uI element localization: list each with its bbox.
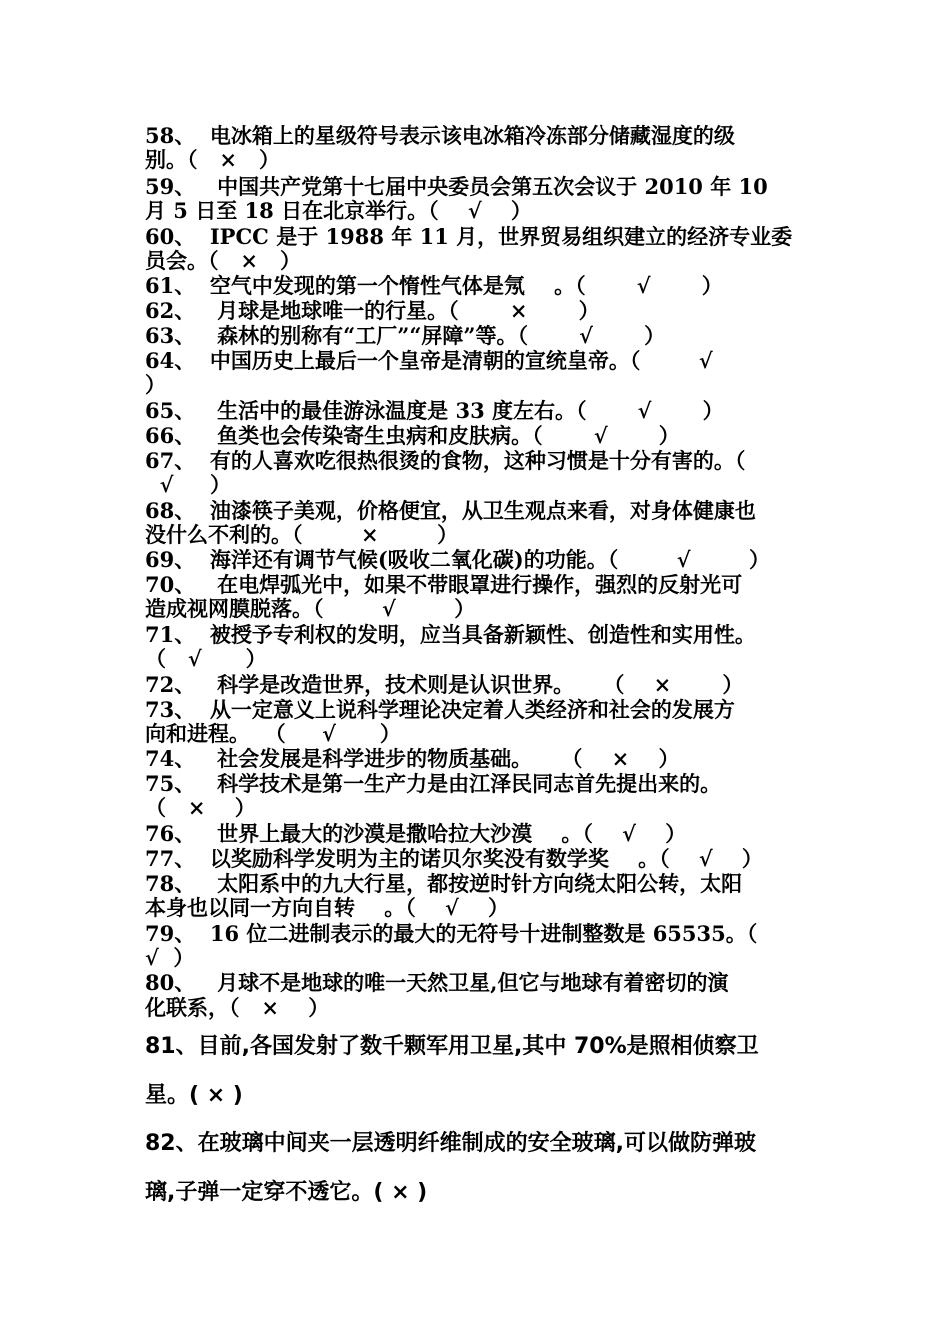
text-line: 61、 空气中发现的第一个惰性气体是氖 。（ √ ） xyxy=(145,273,723,298)
bold-text-line: 璃,子弹一定穿不透它。( × ) xyxy=(145,1180,428,1205)
text-line: 73、 从一定意义上说科学理论决定着人类经济和社会的发展方 xyxy=(145,697,735,722)
text-line: 58、 电冰箱上的星级符号表示该电冰箱冷冻部分储藏湿度的级 xyxy=(145,123,735,148)
text-line: √ ） xyxy=(145,945,195,970)
text-line: 别。（ × ） xyxy=(145,147,280,172)
bold-text-line: 82、在玻璃中间夹一层透明纤维制成的安全玻璃,可以做防弹玻 xyxy=(145,1131,756,1156)
text-line: 69、 海洋还有调节气候(吸收二氧化碳)的功能。（ √ ） xyxy=(145,547,770,572)
bold-text-line: 81、目前,各国发射了数千颗军用卫星,其中 70%是照相侦察卫 xyxy=(145,1034,759,1059)
text-line: 64、 中国历史上最后一个皇帝是清朝的宣统皇帝。（ √ xyxy=(145,348,713,373)
text-line: 77、 以奖励科学发明为主的诺贝尔奖没有数学奖 。（ √ ） xyxy=(145,846,763,871)
text-line: 62、 月球是地球唯一的行星。（ × ） xyxy=(145,298,600,323)
text-line: 75、 科学技术是第一生产力是由江泽民同志首先提出来的。 xyxy=(145,771,722,796)
text-line: 70、 在电焊弧光中，如果不带眼罩进行操作，强烈的反射光可 xyxy=(145,572,743,597)
text-line: 没什么不利的。（ × ） xyxy=(145,522,459,547)
text-line: （ × ） xyxy=(145,795,256,820)
text-line: 化联系，（ × ） xyxy=(145,995,330,1020)
text-line: 80、 月球不是地球的唯一天然卫星,但它与地球有着密切的演 xyxy=(145,970,729,995)
text-line: 本身也以同一方向自转 。（ √ ） xyxy=(145,895,510,920)
text-line: 71、 被授予专利权的发明，应当具备新颖性、创造性和实用性。 xyxy=(145,622,756,647)
text-line: 造成视网膜脱落。（ √ ） xyxy=(145,596,476,621)
text-line: 60、 IPCC 是于 1988 年 11 月，世界贸易组织建立的经济专业委 xyxy=(145,224,793,249)
bold-text-line: 星。( × ) xyxy=(145,1083,243,1108)
text-line: 74、 社会发展是科学进步的物质基础。 （ × ） xyxy=(145,746,680,771)
text-line: 员会。（ × ） xyxy=(145,248,301,273)
text-line: 68、 油漆筷子美观，价格便宜，从卫生观点来看，对身体健康也 xyxy=(145,498,756,523)
text-line: 72、 科学是改造世界，技术则是认识世界。 （ × ） xyxy=(145,672,744,697)
text-line: 65、 生活中的最佳游泳温度是 33 度左右。（ √ ） xyxy=(145,398,724,423)
text-line: √ ） xyxy=(145,472,231,497)
text-line: 78、 太阳系中的九大行星，都按逆时针方向绕太阳公转，太阳 xyxy=(145,871,743,896)
text-line: （ √ ） xyxy=(145,646,267,671)
text-line: 67、 有的人喜欢吃很热很烫的食物，这种习惯是十分有害的。（ xyxy=(145,448,746,473)
text-line: 76、 世界上最大的沙漠是撒哈拉大沙漠 。（ √ ） xyxy=(145,821,687,846)
text-line: 63、 森林的别称有“工厂”“屏障”等。（ √ ） xyxy=(145,323,666,348)
text-line: 月 5 日至 18 日在北京举行。（ √ ） xyxy=(145,198,532,223)
text-line: 59、 中国共产党第十七届中央委员会第五次会议于 2010 年 10 xyxy=(145,174,768,199)
text-line: ） xyxy=(145,372,166,397)
text-line: 向和进程。 （ √ ） xyxy=(145,721,401,746)
text-line: 79、 16 位二进制表示的最大的无符号十进制整数是 65535。（ xyxy=(145,921,758,946)
text-line: 66、 鱼类也会传染寄生虫病和皮肤病。（ √ ） xyxy=(145,423,680,448)
